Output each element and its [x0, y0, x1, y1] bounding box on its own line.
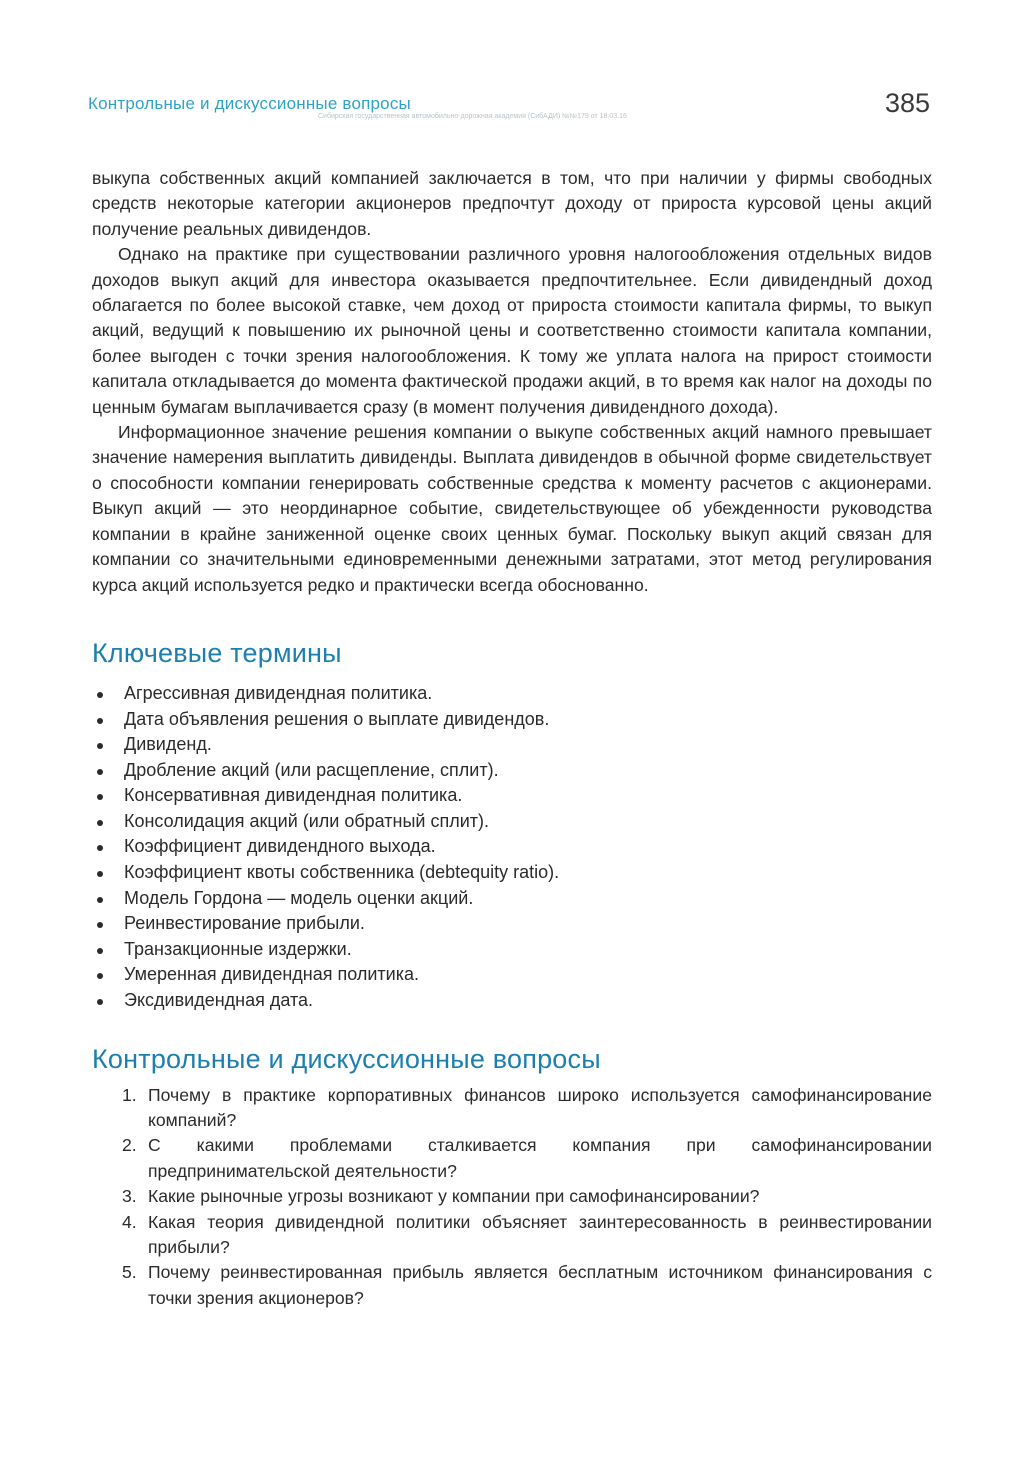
- key-term-item: Консервативная дивидендная политика.: [92, 783, 932, 809]
- key-term-item: Агрессивная дивидендная политика.: [92, 681, 932, 707]
- question-number: 2.: [122, 1135, 137, 1156]
- key-term-item: Транзакционные издержки.: [92, 937, 932, 963]
- key-term-item: Дивиденд.: [92, 732, 932, 758]
- key-term-item: Модель Гордона — модель оценки акций.: [92, 886, 932, 912]
- key-terms-heading: Ключевые термины: [92, 637, 342, 668]
- page-number: 385: [884, 88, 930, 118]
- question-text: С какими проблемами сталкивается компания при самофинансировании предпринимательской деятельности?: [148, 1135, 932, 1181]
- question-item: [92, 1210, 932, 1261]
- key-term-item: Коэффициент квоты собственника (debtequity ratio).: [92, 860, 932, 886]
- running-title: Контрольные и дискуссионные вопросы: [88, 94, 411, 113]
- key-term-item: Дробление акций (или расщепление, сплит).: [92, 758, 932, 784]
- question-text: Какая теория дивидендной политики объясняет заинтересованность в реинвестировании прибыли?: [148, 1211, 932, 1258]
- question-number: 4.: [122, 1211, 137, 1232]
- key-term-item: Реинвестирование прибыли.: [92, 911, 932, 937]
- key-terms-list: [92, 681, 932, 1014]
- questions-list: [92, 1083, 932, 1312]
- question-number: 1.: [122, 1084, 137, 1105]
- question-item: [92, 1184, 932, 1209]
- key-term-item: Коэффициент дивидендного выхода.: [92, 834, 932, 860]
- key-term-item: Дата объявления решения о выплате дивидендов.: [92, 707, 932, 733]
- question-text: Почему в практике корпоративных финансов широко используется самофинансирование компаний?: [148, 1084, 932, 1131]
- question-text: Какие рыночные угрозы возникают у компании при самофинансировании?: [148, 1186, 760, 1207]
- question-number: 3.: [122, 1186, 137, 1207]
- page-content: [92, 166, 932, 1311]
- body-paragraph: Однако на практике при существовании различного уровня налогообложения отдельных видов доходов выкуп акций для инвестора оказывается предпочтительнее. Если дивидендный доход облагается по более высокой ставке, чем доход от прироста стоимости капитала фирмы, то выкуп акций, ведущий к повышению их рыночной цены и соответственно стоимости капитала компании, более выгоден с точки зрения налогообложения. К тому же уплата налога на прирост стоимости капитала откладывается до момента фактической продажи акций, в то время как налог на доходы по ценным бумагам выплачивается сразу (в момент получения дивидендного дохода).: [92, 244, 932, 417]
- key-term-item: Эксдивидендная дата.: [92, 988, 932, 1014]
- question-item: [92, 1260, 932, 1311]
- question-number: 5.: [122, 1262, 137, 1283]
- key-term-item: Умеренная дивидендная политика.: [92, 962, 932, 988]
- watermark: Сибирская государственная автомобильно-дорожная академия (СибАДИ) №№179 от 18.03.16: [318, 113, 627, 120]
- question-text: Почему реинвестированная прибыль является бесплатным источником финансирования с точки зрения акционеров?: [148, 1262, 932, 1308]
- question-item: [92, 1083, 932, 1134]
- body-paragraph: выкупа собственных акций компанией заключается в том, что при наличии у фирмы свободных средств некоторые категории акционеров предпочтут доходу от прироста курсовой цены акций получение реальных дивидендов.: [92, 168, 932, 239]
- questions-heading: Контрольные и дискуссионные вопросы: [92, 1043, 601, 1074]
- question-item: [92, 1133, 932, 1184]
- body-paragraph: Информационное значение решения компании о выкупе собственных акций намного превышает значение намерения выплатить дивиденды. Выплата дивидендов в обычной форме свидетельствует о способности компании генерировать собственные средства к моменту расчетов с акционерами. Выкуп акций — это неординарное событие, свидетельствующее об убежденности руководства компании в крайне заниженной оценке своих ценных бумаг. Поскольку выкуп акций связан для компании со значительными единовременными денежными затратами, этот метод регулирования курса акций используется редко и практически всегда обоснованно.: [92, 422, 932, 595]
- key-term-item: Консолидация акций (или обратный сплит).: [92, 809, 932, 835]
